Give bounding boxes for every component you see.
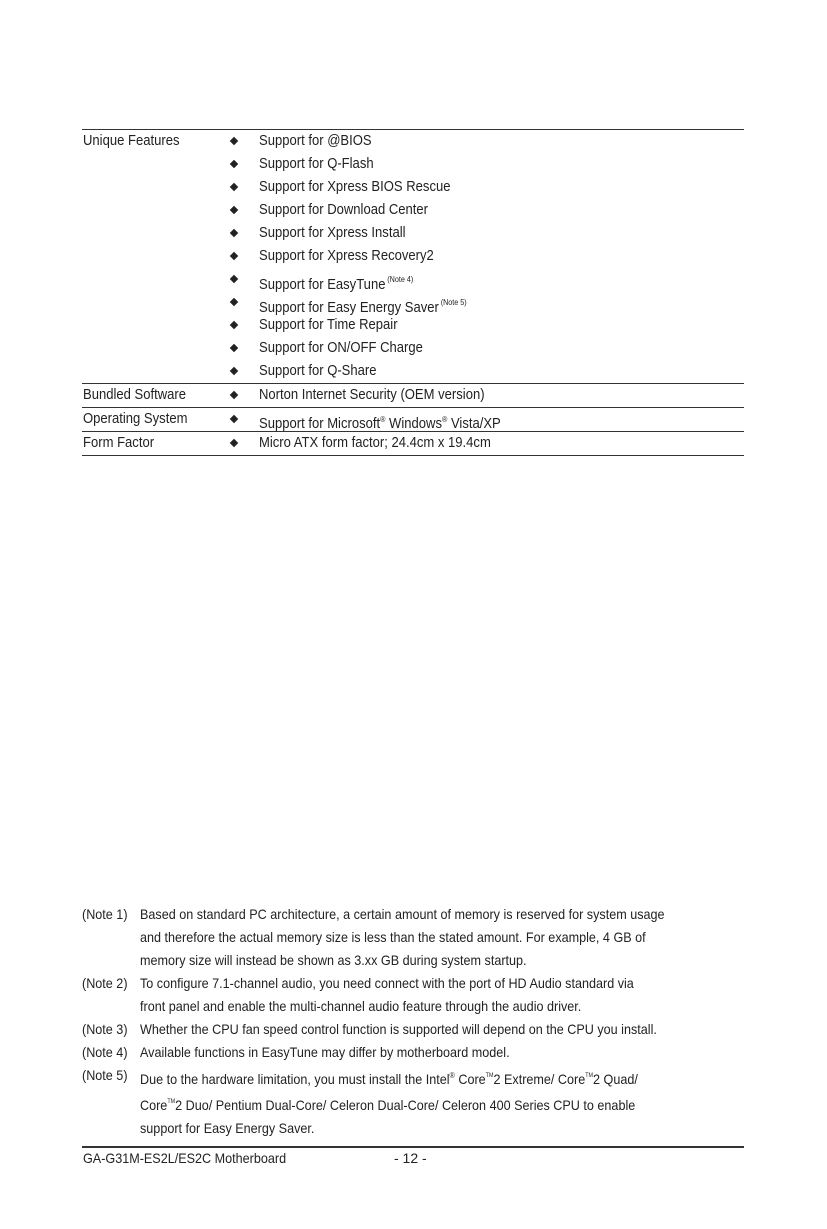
bullet-icon	[230, 298, 238, 306]
page-number: - 12 -	[394, 1150, 427, 1166]
list-item: Micro ATX form factor; 24.4cm x 19.4cm	[228, 432, 744, 455]
bullet-icon	[230, 160, 238, 168]
bullet-icon	[230, 275, 238, 283]
registered-mark: ®	[442, 415, 448, 424]
bullet-icon	[230, 206, 238, 214]
spec-table	[82, 129, 744, 456]
note-1: (Note 1) Based on standard PC architecture, a certain amount of memory is reserved for system usage and therefore the actual memory size is less than the stated amount. For example, 4 GB of memory size will instead be shown as 3.xx GB during system startup.	[82, 903, 744, 972]
list-item: Support for Xpress Install	[228, 222, 744, 245]
spec-label: Form Factor	[83, 435, 155, 451]
spec-row-form-factor	[82, 432, 744, 456]
trademark-mark: TM	[167, 1099, 176, 1105]
list-item: Support for @BIOS	[228, 130, 744, 153]
list-item	[228, 408, 744, 431]
bullet-icon	[230, 252, 238, 260]
note-2: (Note 2) To configure 7.1-channel audio, you need connect with the port of HD Audio standard via front panel and enable the multi-channel audio feature through the audio driver.	[82, 972, 744, 1018]
footnotes	[82, 903, 744, 1140]
list-item	[228, 291, 744, 314]
list-item: Support for Download Center	[228, 199, 744, 222]
registered-mark: ®	[449, 1071, 455, 1080]
note-line: Due to the hardware limitation, you must install the Intel® Core™2 Extreme/ Core™2 Quad/	[140, 1071, 638, 1087]
bullet-icon	[230, 137, 238, 145]
page-footer	[82, 1146, 744, 1166]
list-item: Support for Xpress BIOS Rescue	[228, 176, 744, 199]
list-item: Support for Time Repair	[228, 314, 744, 337]
bullet-icon	[230, 439, 238, 447]
list-item: Support for Q-Flash	[228, 153, 744, 176]
list-item: Norton Internet Security (OEM version)	[228, 384, 744, 407]
note-label: (Note 4)	[82, 1044, 128, 1060]
spec-row-unique-features	[82, 130, 744, 384]
list-item: Support for ON/OFF Charge	[228, 337, 744, 360]
note-3: (Note 3) Whether the CPU fan speed control function is supported will depend on the CPU you install.	[82, 1018, 744, 1041]
os-item: Support for Microsoft® Windows® Vista/XP	[259, 415, 501, 432]
footer-model: GA-G31M-ES2L/ES2C Motherboard	[83, 1150, 287, 1166]
easytune-item: Support for EasyTune $^{(Note 4)}$	[259, 275, 414, 293]
bullet-icon	[230, 415, 238, 423]
energy-saver-item: Support for Easy Energy Saver $^{(Note 5)}$	[259, 298, 467, 316]
spec-items	[228, 432, 744, 455]
bullet-icon	[230, 344, 238, 352]
note-label: (Note 5)	[82, 1067, 128, 1083]
list-item	[228, 268, 744, 291]
note-label: (Note 3)	[82, 1021, 128, 1037]
list-item: Support for Xpress Recovery2	[228, 245, 744, 268]
bullet-icon	[230, 391, 238, 399]
spec-label: Bundled Software	[83, 387, 187, 403]
note-5: (Note 5) Due to the hardware limitation, you must install the Intel® Core™2 Extreme/ Core™2 Quad/ Core™2 Duo/ Pentium Dual-Core/ Celeron Dual-Core/ Celeron 400 Series CPU to enable support for Easy Energy Saver.	[82, 1064, 744, 1140]
note-label: (Note 1)	[82, 906, 128, 922]
spec-label: Operating System	[83, 411, 188, 427]
spec-items	[228, 384, 744, 407]
note-line: Core™2 Duo/ Pentium Dual-Core/ Celeron Dual-Core/ Celeron 400 Series CPU to enable	[140, 1097, 636, 1113]
trademark-mark: TM	[585, 1073, 594, 1079]
spec-row-bundled-software	[82, 384, 744, 408]
list-item: Support for Q-Share	[228, 360, 744, 383]
note-4: (Note 4) Available functions in EasyTune may differ by motherboard model.	[82, 1041, 744, 1064]
spec-items	[228, 130, 744, 383]
spec-label: Unique Features	[83, 133, 180, 149]
bullet-icon	[230, 229, 238, 237]
spec-row-operating-system	[82, 408, 744, 432]
note-reference: (Note 4)	[387, 275, 414, 284]
bullet-icon	[230, 183, 238, 191]
note-reference: (Note 5)	[440, 298, 467, 307]
note-label: (Note 2)	[82, 975, 128, 991]
spec-items	[228, 408, 744, 431]
trademark-mark: TM	[485, 1073, 494, 1079]
bullet-icon	[230, 321, 238, 329]
registered-mark: ®	[380, 415, 386, 424]
bullet-icon	[230, 367, 238, 375]
